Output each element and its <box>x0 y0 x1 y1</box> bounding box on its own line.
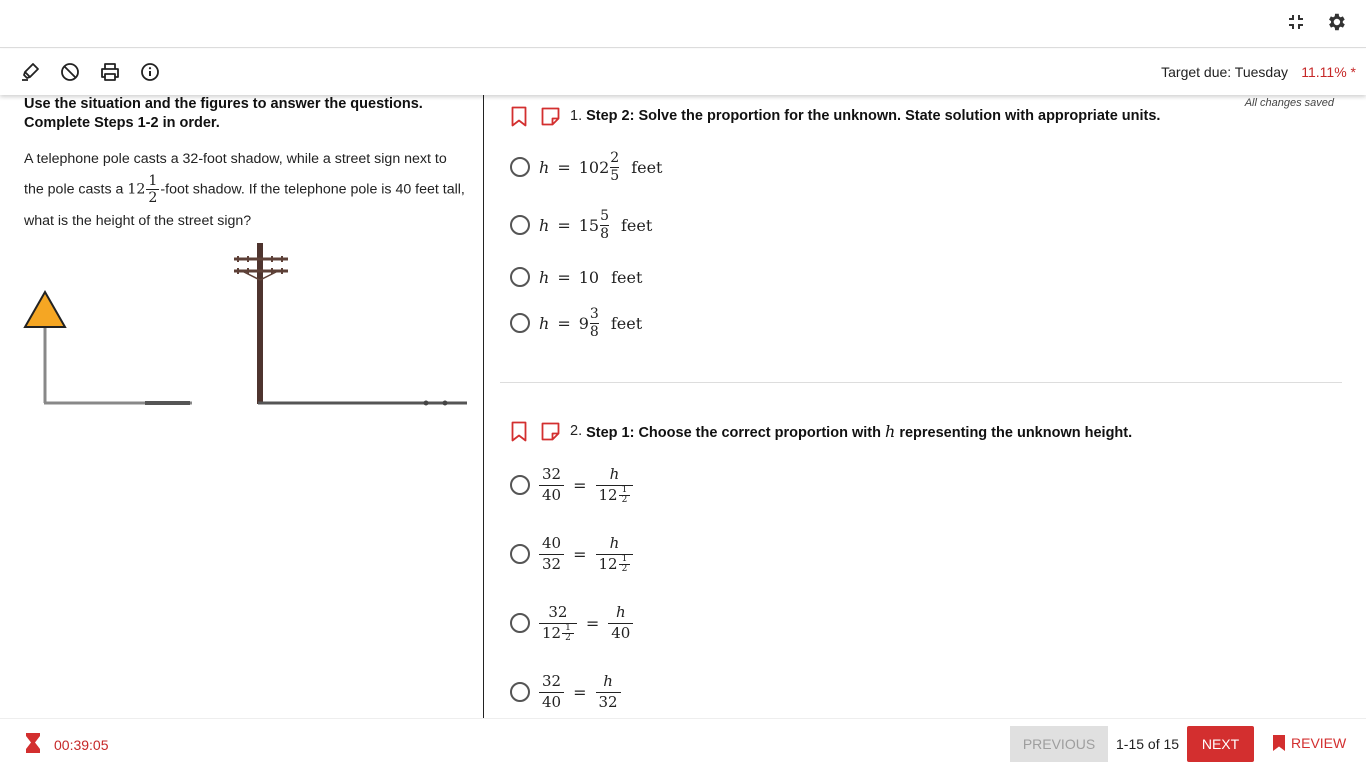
question-1-header <box>510 105 1160 127</box>
variable: h <box>539 215 550 235</box>
print-icon[interactable] <box>99 61 121 83</box>
hourglass-icon <box>25 732 41 759</box>
highlighter-icon[interactable] <box>19 61 41 83</box>
mixed-number-whole: 12 <box>598 554 618 573</box>
variable: h <box>539 267 550 287</box>
telephone-pole-figure <box>234 243 467 406</box>
option-expression <box>539 268 642 287</box>
top-bar <box>0 0 1366 48</box>
fraction-numerator: h <box>609 465 620 483</box>
problem-text-part: -foot shadow. If the telephone pole is 40 feet tall, what is the height of the street sign? <box>24 181 465 229</box>
radio-button[interactable] <box>510 313 530 333</box>
fraction-numerator: 2 <box>610 150 620 166</box>
question-2-header <box>510 420 1132 442</box>
settings-gear-icon[interactable] <box>1325 11 1347 33</box>
problem-text <box>24 145 469 235</box>
mixed-number-whole: 102 <box>578 157 610 177</box>
next-button[interactable]: NEXT <box>1187 726 1254 762</box>
fraction <box>539 603 577 643</box>
passage-pane <box>0 95 484 718</box>
instructions <box>24 95 474 133</box>
fraction-denominator: 2 <box>619 495 631 505</box>
answer-option[interactable] <box>510 465 633 505</box>
fraction-denominator: 32 <box>596 692 621 713</box>
variable: h <box>539 313 550 333</box>
variable: h <box>884 421 896 441</box>
fraction-numerator: h <box>603 672 613 690</box>
option-expression <box>539 465 633 505</box>
fraction-denominator: 32 <box>539 554 564 575</box>
fraction-numerator: 3 <box>589 306 599 322</box>
fraction-numerator: h <box>609 534 620 552</box>
answer-option[interactable] <box>510 603 633 643</box>
answer-option[interactable] <box>510 672 621 712</box>
bookmark-icon[interactable] <box>510 105 528 127</box>
radio-button[interactable] <box>510 267 530 287</box>
fraction <box>596 465 634 505</box>
fraction-denominator <box>539 623 577 644</box>
option-expression <box>539 150 662 185</box>
footer-bar <box>0 718 1366 768</box>
fraction-numerator: 40 <box>542 534 562 552</box>
answer-eliminator-icon[interactable] <box>59 61 81 83</box>
fraction-denominator: 8 <box>589 323 599 340</box>
fraction <box>539 465 564 505</box>
question-number: 1. <box>570 108 583 124</box>
question-number: 2. <box>570 423 583 439</box>
option-expression <box>539 672 621 712</box>
mixed-number-whole: 12 <box>542 623 562 642</box>
fraction-numerator: h <box>615 603 626 621</box>
mixed-number-whole: 12 <box>598 485 618 504</box>
review-label: REVIEW <box>1291 735 1347 751</box>
fraction-denominator <box>596 485 634 506</box>
problem-text-part: A telephone pole casts a 32-foot shadow, while a street sign next to the pole casts a <box>24 151 447 198</box>
fraction-numerator: 1 <box>621 485 628 495</box>
variable: h <box>539 157 550 177</box>
fraction <box>596 534 634 574</box>
fraction-numerator: 32 <box>542 465 562 483</box>
equals-sign: = <box>557 157 571 177</box>
fraction <box>608 603 633 643</box>
save-status: All changes saved <box>1244 97 1334 109</box>
option-expression <box>539 534 633 574</box>
question-text <box>586 422 1132 441</box>
unit: feet <box>611 267 643 287</box>
fraction <box>539 534 564 574</box>
fraction <box>590 306 599 341</box>
answer-option[interactable] <box>510 150 662 185</box>
fraction <box>596 672 621 712</box>
fraction-denominator: 40 <box>539 485 564 506</box>
fraction-numerator: 32 <box>548 603 568 621</box>
fraction-denominator <box>596 554 634 575</box>
equals-sign: = <box>585 613 600 633</box>
fraction <box>600 208 609 243</box>
tool-bar <box>0 49 1366 95</box>
target-due: Target due: Tuesday <box>1161 64 1288 80</box>
question-text-part: representing the unknown height. <box>895 424 1133 441</box>
answer-option[interactable] <box>510 534 633 574</box>
previous-button[interactable]: PREVIOUS <box>1010 726 1108 762</box>
radio-button[interactable] <box>510 682 530 702</box>
option-expression <box>539 208 652 243</box>
equals-sign: = <box>557 313 571 333</box>
fraction <box>539 672 564 712</box>
fraction <box>619 555 631 574</box>
fraction-numerator: 32 <box>542 672 562 690</box>
info-icon[interactable] <box>139 61 161 83</box>
fraction-denominator: 40 <box>608 623 633 644</box>
answer-option[interactable] <box>510 208 652 243</box>
fraction-denominator: 2 <box>562 633 574 643</box>
notepad-icon[interactable] <box>540 421 560 441</box>
notepad-icon[interactable] <box>540 106 560 126</box>
fraction <box>619 486 631 505</box>
fraction <box>562 624 574 643</box>
page-count: 1-15 of 15 <box>1116 736 1180 752</box>
fraction-denominator: 5 <box>610 167 620 184</box>
unit: feet <box>621 215 653 235</box>
instructions-line: Use the situation and the figures to answer the questions. <box>24 96 423 112</box>
answer-option[interactable] <box>510 267 642 287</box>
fraction-numerator: 1 <box>148 173 158 189</box>
question-text-part: Step 1: Choose the correct proportion with <box>586 424 885 441</box>
question-text: Step 2: Solve the proportion for the unknown. State solution with appropriate units. <box>586 108 1161 124</box>
mixed-number-whole: 12 <box>127 181 146 198</box>
option-expression <box>539 306 642 341</box>
equals-sign: = <box>573 544 587 564</box>
equals-sign: = <box>557 215 571 235</box>
exit-fullscreen-icon[interactable] <box>1285 11 1307 33</box>
review-button[interactable] <box>1272 734 1346 752</box>
bookmark-icon <box>1272 734 1286 752</box>
fraction-denominator: 40 <box>539 692 564 713</box>
fraction-denominator: 2 <box>148 190 158 207</box>
question-divider <box>500 382 1342 383</box>
street-sign-figure <box>25 292 192 403</box>
equals-sign: = <box>573 682 587 702</box>
radio-button[interactable] <box>510 613 530 633</box>
mixed-number-whole: 9 <box>578 313 589 333</box>
unit: feet <box>610 313 643 333</box>
questions-pane <box>485 95 1366 718</box>
timer: 00:39:05 <box>54 737 109 753</box>
unit: feet <box>631 157 663 177</box>
bookmark-icon[interactable] <box>510 420 528 442</box>
fraction-denominator: 8 <box>600 225 609 242</box>
equals-sign: = <box>557 267 571 287</box>
instructions-line: Complete Steps 1-2 in order. <box>24 115 220 131</box>
radio-button[interactable] <box>510 215 530 235</box>
option-expression <box>539 603 633 643</box>
whole-number: 10 <box>578 267 600 287</box>
equals-sign: = <box>573 475 587 495</box>
mixed-number-whole: 15 <box>578 215 600 235</box>
answer-option[interactable] <box>510 306 642 341</box>
radio-button[interactable] <box>510 544 530 564</box>
progress-percent: 11.11% * <box>1301 64 1356 80</box>
fraction-numerator: 1 <box>621 554 628 564</box>
mixed-number-fraction <box>146 173 159 207</box>
fraction <box>610 150 619 185</box>
radio-button[interactable] <box>510 475 530 495</box>
fraction-numerator: 1 <box>565 623 571 633</box>
radio-button[interactable] <box>510 157 530 177</box>
fraction-numerator: 5 <box>600 208 609 224</box>
fraction-denominator: 2 <box>619 564 631 574</box>
pole-and-sign-figure <box>20 240 475 410</box>
